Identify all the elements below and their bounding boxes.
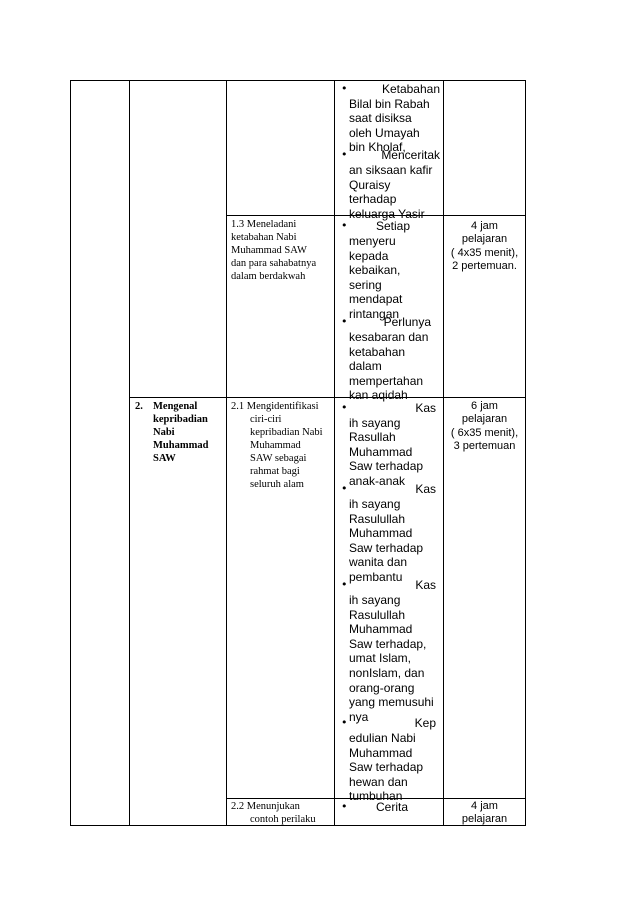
bullet-line: oleh Umayah — [349, 125, 420, 140]
bullet-line: ih sayang — [349, 497, 401, 511]
table-col-divider-3 — [334, 80, 335, 826]
bullet-icon: • — [341, 148, 348, 161]
bullet-line: nonIslam, dan — [349, 665, 425, 680]
time-line: ( 6x35 menit), — [450, 426, 519, 439]
indicator-line: seluruh alam — [250, 479, 304, 490]
bullet-first-word: Kas — [415, 401, 436, 415]
table-col-divider-1 — [129, 80, 130, 826]
table-border-right — [525, 80, 526, 826]
time-line: 2 pertemuan. — [452, 260, 517, 273]
bullet-first-word: Menceritak — [381, 148, 440, 162]
bullet-line: Quraisy — [349, 177, 391, 192]
time-line: pelajaran — [461, 413, 508, 426]
bullet-line: anak-anak — [349, 473, 406, 488]
competency-line: kepribadian — [153, 414, 208, 425]
bullet-text — [349, 497, 444, 585]
bullet-line: kebaikan, — [349, 263, 401, 278]
bullet-line: hewan dan — [349, 774, 408, 789]
bullet-line: kan aqidah — [349, 388, 408, 403]
bullet-line: keluarga Yasir — [349, 206, 425, 221]
competency-line: Mengenal — [153, 401, 198, 412]
bullet-line: Bilal bin Rabah — [349, 96, 430, 111]
bullet-line: Muhammad — [349, 622, 413, 637]
bullet-line: kepada — [349, 248, 389, 263]
indicator-line: 2.1 Mengidentifikasi — [231, 401, 319, 412]
table-border-left — [70, 80, 71, 826]
bullet-line: yang memusuhi — [349, 695, 434, 710]
bullet-first-word: Perlunya — [383, 315, 431, 329]
bullet-line: Saw terhadap, — [349, 636, 427, 651]
table-col-divider-2 — [226, 80, 227, 826]
indicator-line: ketabahan Nabi — [231, 232, 297, 243]
competency-title — [153, 400, 225, 465]
indicator-line: Muhammad — [250, 440, 301, 451]
bullet-text — [349, 97, 444, 155]
bullet-icon: • — [341, 401, 348, 414]
time-line: 6 jam — [471, 400, 498, 412]
bullet-line: saat disiksa — [349, 111, 412, 126]
bullet-text — [349, 163, 444, 221]
bullet-line: pembantu — [349, 569, 403, 584]
time-line: 3 pertemuan — [453, 440, 516, 453]
indicator-line: SAW sebagai — [250, 453, 307, 464]
bullet-icon: • — [341, 482, 348, 495]
bullet-line: ih sayang — [349, 415, 401, 430]
bullet-line: Muhammad — [349, 745, 413, 760]
bullet-line: edulian Nabi — [349, 731, 416, 745]
bullet-icon: • — [341, 315, 348, 328]
indicator-line: 1.3 Meneladani — [231, 219, 297, 230]
indicator-line: Muhammad SAW — [231, 245, 307, 256]
bullet-text — [349, 234, 444, 322]
bullet-line: sering — [349, 277, 382, 292]
bullet-icon: • — [341, 82, 348, 95]
bullet-line: Rasullah — [349, 430, 396, 445]
bullet-line: dalam — [349, 359, 382, 374]
bullet-line: kesabaran dan — [349, 330, 429, 344]
indicator-line: kepribadian Nabi — [250, 427, 323, 438]
indicator-line: rahmat bagi — [250, 466, 300, 477]
bullet-first-word: Ketabahan — [381, 82, 440, 96]
bullet-line: Muhammad — [349, 526, 413, 541]
bullet-line: Saw terhadap — [349, 459, 424, 474]
bullet-text — [349, 416, 444, 489]
row2-time-allocation — [444, 220, 525, 274]
indicator-1-3 — [231, 218, 331, 283]
bullet-icon: • — [341, 800, 348, 813]
indicator-line: 2.2 Menunjukan — [231, 801, 300, 812]
table-row-divider-2 — [129, 397, 526, 398]
bullet-icon: • — [341, 716, 348, 729]
competency-line: SAW — [153, 453, 176, 464]
bullet-first-word: Setiap — [375, 219, 410, 233]
bullet-icon: • — [341, 219, 348, 232]
indicator-2-1 — [231, 400, 333, 491]
indicator-line: ciri-ciri — [250, 414, 282, 425]
bullet-line: Saw terhadap — [349, 760, 424, 775]
bullet-line: terhadap — [349, 192, 397, 207]
bullet-line: wanita dan — [349, 555, 408, 570]
time-line: pelajaran — [461, 233, 508, 246]
bullet-line: ih sayang — [349, 593, 401, 607]
competency-line: Muhammad — [153, 440, 209, 451]
time-line: 4 jam — [471, 800, 498, 812]
bullet-text — [349, 731, 444, 804]
table-border-top — [70, 80, 526, 81]
bullet-line: tumbuhan — [349, 789, 403, 804]
bullet-line: an siksaan kafir — [349, 163, 433, 177]
indicator-2-2 — [231, 800, 333, 826]
bullet-line: mendapat — [349, 292, 403, 307]
bullet-first-word: Kep — [414, 716, 436, 730]
bullet-first-word: Cerita — [375, 800, 408, 814]
bullet-text — [349, 330, 444, 403]
bullet-line: menyeru — [349, 234, 396, 248]
row4-time-allocation — [444, 800, 525, 827]
bullet-text — [349, 593, 444, 724]
bullet-first-word: Kas — [415, 578, 436, 592]
bullet-line: Muhammad — [349, 444, 413, 459]
bullet-line: Rasulullah — [349, 607, 406, 622]
bullet-line: bin Kholaf, — [349, 140, 406, 155]
time-line: pelajaran — [461, 813, 508, 826]
bullet-line: orang-orang — [349, 680, 415, 695]
bullet-line: Rasulullah — [349, 511, 406, 526]
competency-line: Nabi — [153, 427, 175, 438]
time-line: ( 4x35 menit), — [450, 246, 519, 259]
bullet-line: umat Islam, — [349, 651, 412, 666]
bullet-line: mempertahan — [349, 373, 424, 388]
bullet-first-word: Kas — [415, 482, 436, 496]
bullet-line: nya — [349, 709, 369, 724]
bullet-line: Saw terhadap — [349, 540, 424, 555]
bullet-icon: • — [341, 578, 348, 591]
time-line: 4 jam — [471, 220, 498, 232]
indicator-line: dalam berdakwah — [231, 271, 306, 282]
row3-time-allocation — [444, 400, 525, 454]
bullet-line: ketabahan — [349, 344, 406, 359]
competency-number: 2. — [135, 401, 143, 412]
indicator-line: contoh perilaku — [250, 814, 316, 825]
bullet-line: rintangan — [349, 306, 400, 321]
indicator-line: dan para sahabatnya — [231, 258, 317, 269]
